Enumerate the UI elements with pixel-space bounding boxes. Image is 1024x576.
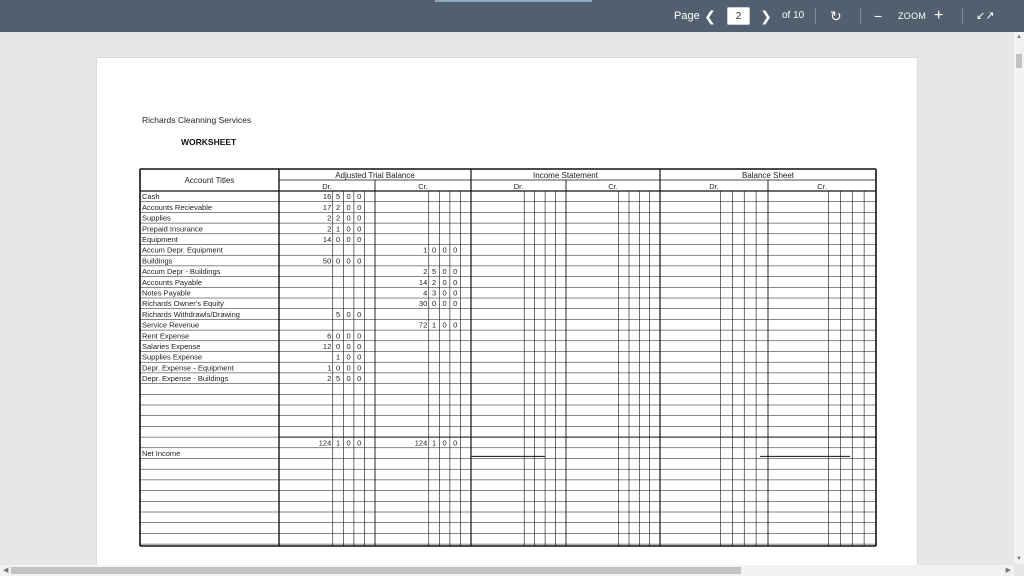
header-cr: Cr. — [817, 182, 827, 191]
horizontal-scroll-thumb[interactable] — [11, 567, 741, 574]
debit-digit: 1 — [335, 352, 341, 362]
credit-digit: 1 — [431, 320, 437, 330]
debit-digit: 0 — [357, 438, 362, 448]
rotate-icon[interactable]: ↻ — [830, 8, 842, 24]
credit-amount: 1 — [423, 245, 428, 255]
collapse-icon[interactable]: ↙↗ — [976, 10, 995, 22]
debit-digit: 0 — [357, 309, 362, 319]
debit-digit: 0 — [357, 192, 362, 202]
debit-digit: 0 — [335, 363, 341, 373]
account-title: Cash — [142, 192, 160, 202]
credit-digit: 0 — [453, 299, 458, 309]
account-title: Richards Withdrawls/Drawing — [142, 309, 240, 319]
toolbar-divider — [815, 8, 816, 24]
account-title: Buildings — [142, 256, 173, 266]
toolbar-divider — [962, 8, 963, 24]
credit-amount: 124 — [414, 438, 428, 448]
credit-digit: 0 — [442, 245, 447, 255]
debit-digit: 2 — [335, 213, 341, 223]
debit-digit: 5 — [335, 374, 341, 384]
header-account-titles: Account Titles — [184, 176, 235, 185]
debit-digit: 0 — [357, 363, 362, 373]
page-number-input[interactable] — [727, 7, 750, 25]
credit-digit: 1 — [431, 438, 437, 448]
account-title: Supplies — [142, 213, 171, 223]
credit-digit: 0 — [453, 277, 458, 287]
credit-digit: 0 — [442, 267, 447, 277]
account-title: Net Income — [142, 449, 181, 458]
debit-amount: 2 — [327, 374, 332, 384]
credit-digit: 0 — [442, 277, 447, 287]
debit-amount: 50 — [322, 256, 332, 266]
credit-digit: 0 — [442, 320, 447, 330]
credit-digit: 0 — [442, 438, 447, 448]
account-title: Accum Depr. Equipment — [142, 245, 223, 255]
account-title: Service Revenue — [142, 320, 200, 330]
credit-amount: 14 — [418, 277, 428, 287]
header-dr: Dr. — [513, 182, 524, 191]
account-title: Equipment — [142, 235, 178, 244]
debit-digit: 0 — [357, 352, 362, 362]
debit-digit: 0 — [346, 224, 351, 234]
horizontal-scrollbar[interactable] — [0, 565, 1014, 576]
debit-digit: 0 — [346, 438, 351, 448]
debit-amount: 2 — [327, 213, 332, 223]
debit-digit: 0 — [357, 331, 362, 341]
page-label: Page — [674, 10, 700, 22]
credit-digit: 0 — [453, 438, 458, 448]
debit-amount: 12 — [322, 342, 332, 351]
toolbar-accent-bar — [435, 0, 592, 2]
chevron-left-icon[interactable]: ❮ — [704, 8, 716, 24]
minus-icon[interactable]: − — [874, 8, 883, 24]
scroll-left-icon[interactable]: ◀ — [3, 567, 9, 574]
debit-digit: 0 — [346, 309, 351, 319]
debit-digit: 5 — [335, 192, 341, 202]
credit-digit: 2 — [431, 277, 437, 287]
debit-amount: 6 — [327, 331, 332, 341]
plus-icon[interactable]: + — [934, 7, 944, 24]
scroll-right-icon[interactable]: ▶ — [1005, 567, 1011, 574]
debit-digit: 0 — [357, 374, 362, 384]
debit-digit: 0 — [346, 256, 351, 266]
vertical-scroll-thumb[interactable] — [1016, 54, 1022, 68]
toolbar-divider — [860, 8, 861, 24]
account-title: Depr. Expense - Buildings — [142, 374, 229, 384]
account-title: Rent Expense — [142, 331, 190, 341]
account-title: Accounts Recievable — [142, 202, 213, 212]
account-title: Accounts Payable — [142, 277, 203, 287]
credit-amount: 4 — [423, 288, 428, 298]
document-page — [96, 57, 918, 576]
debit-digit: 0 — [335, 235, 341, 244]
scroll-up-icon[interactable]: ▲ — [1016, 34, 1022, 40]
company-name: Richards Cleanning Services — [142, 115, 252, 125]
debit-digit: 0 — [357, 213, 362, 223]
credit-digit: 0 — [431, 245, 437, 255]
worksheet-title: WORKSHEET — [181, 137, 237, 147]
page-total: of 10 — [782, 10, 805, 21]
debit-digit: 5 — [335, 309, 341, 319]
account-title: Depr. Expense - Equipment — [142, 363, 234, 373]
debit-digit: 0 — [346, 363, 351, 373]
account-title: Richards Owner's Equity — [142, 299, 224, 309]
credit-digit: 0 — [442, 288, 447, 298]
credit-digit: 0 — [453, 288, 458, 298]
credit-digit: 5 — [431, 267, 437, 277]
debit-digit: 1 — [335, 438, 341, 448]
debit-digit: 0 — [346, 202, 351, 212]
header-cr: Cr. — [418, 182, 428, 191]
chevron-right-icon[interactable]: ❯ — [760, 8, 772, 24]
debit-digit: 0 — [357, 256, 362, 266]
debit-amount: 1 — [327, 363, 332, 373]
debit-digit: 2 — [335, 202, 341, 212]
debit-digit: 0 — [346, 192, 351, 202]
credit-digit: 0 — [453, 320, 458, 330]
credit-digit: 0 — [442, 299, 447, 309]
debit-digit: 0 — [335, 342, 341, 351]
header-dr: Dr. — [709, 182, 719, 191]
debit-digit: 0 — [346, 352, 351, 362]
credit-digit: 0 — [431, 299, 437, 309]
debit-digit: 0 — [346, 235, 351, 244]
vertical-scrollbar[interactable] — [1014, 32, 1024, 564]
debit-digit: 0 — [357, 202, 362, 212]
credit-amount: 2 — [423, 267, 428, 277]
credit-amount: 72 — [418, 320, 428, 330]
header-balance-sheet: Balance Sheet — [741, 171, 795, 180]
zoom-label: ZOOM — [898, 11, 927, 21]
debit-digit: 0 — [357, 235, 362, 244]
debit-digit: 0 — [357, 224, 362, 234]
debit-digit: 0 — [357, 342, 362, 351]
credit-amount: 30 — [418, 299, 428, 309]
account-title: Accum Depr - Buildings — [142, 267, 221, 277]
account-title: Supplies Expense — [142, 352, 203, 362]
credit-digit: 0 — [453, 267, 458, 277]
account-title: Salaries Expense — [142, 342, 201, 351]
debit-digit: 0 — [346, 331, 351, 341]
debit-digit: 0 — [346, 213, 351, 223]
scroll-down-icon[interactable]: ▼ — [1016, 556, 1022, 562]
debit-amount: 16 — [322, 192, 332, 202]
debit-amount: 124 — [318, 438, 332, 448]
header-dr: Dr. — [322, 182, 332, 191]
debit-digit: 0 — [335, 331, 341, 341]
debit-digit: 0 — [335, 256, 341, 266]
header-income-statement: Income Statement — [533, 171, 598, 180]
account-title: Notes Payable — [142, 288, 191, 298]
debit-amount: 2 — [327, 224, 332, 234]
debit-amount: 14 — [322, 235, 332, 244]
credit-digit: 0 — [453, 245, 458, 255]
credit-digit: 3 — [431, 288, 437, 298]
debit-digit: 1 — [335, 224, 341, 234]
account-title: Prepaid Insurance — [142, 224, 203, 234]
debit-amount: 17 — [322, 202, 332, 212]
viewer-toolbar — [0, 0, 1024, 32]
debit-digit: 0 — [346, 374, 351, 384]
debit-digit: 0 — [346, 342, 351, 351]
header-cr: Cr. — [608, 182, 618, 191]
header-adjusted-trial-balance: Adjusted Trial Balance — [335, 171, 415, 180]
